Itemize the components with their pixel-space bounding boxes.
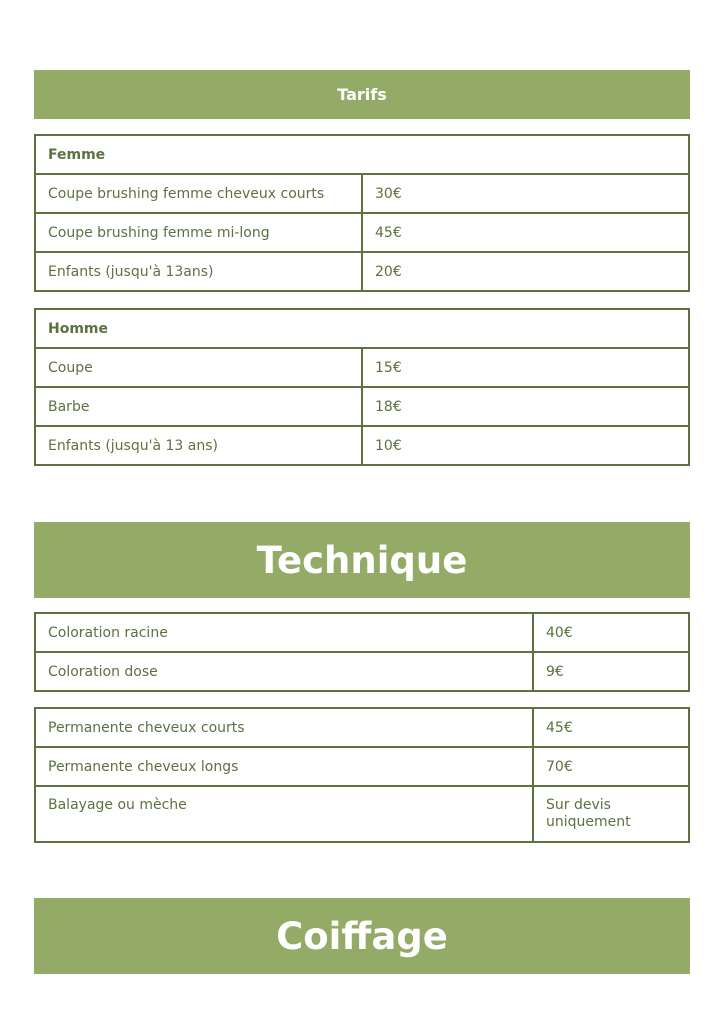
coiffage-banner: Coiffage [34, 898, 690, 974]
table-row [35, 652, 689, 691]
tarifs-banner: Tarifs [34, 70, 690, 119]
service-price: 45€ [533, 708, 689, 747]
table-row [35, 613, 689, 652]
technique-banner: Technique [34, 522, 690, 598]
service-price: 18€ [362, 387, 689, 426]
service-label: Enfants (jusqu'à 13 ans) [35, 426, 362, 465]
table-row [35, 426, 689, 465]
femme-price-table [34, 134, 690, 292]
service-price: Sur devis uniquement [533, 786, 689, 842]
table-row [35, 348, 689, 387]
service-price: 30€ [362, 174, 689, 213]
table-row [35, 252, 689, 291]
femme-section-title: Femme [35, 135, 689, 174]
table-header-row [35, 309, 689, 348]
coloration-price-table [34, 612, 690, 692]
table-row [35, 213, 689, 252]
service-label: Barbe [35, 387, 362, 426]
service-label: Coupe brushing femme cheveux courts [35, 174, 362, 213]
service-price: 10€ [362, 426, 689, 465]
service-price: 40€ [533, 613, 689, 652]
service-price: 45€ [362, 213, 689, 252]
service-label: Coloration dose [35, 652, 533, 691]
service-price: 20€ [362, 252, 689, 291]
service-label: Coloration racine [35, 613, 533, 652]
service-label: Balayage ou mèche [35, 786, 533, 842]
service-label: Coupe [35, 348, 362, 387]
table-row [35, 174, 689, 213]
service-label: Permanente cheveux courts [35, 708, 533, 747]
service-label: Permanente cheveux longs [35, 747, 533, 786]
table-row [35, 387, 689, 426]
service-label: Enfants (jusqu'à 13ans) [35, 252, 362, 291]
table-row [35, 786, 689, 842]
table-header-row [35, 135, 689, 174]
service-price: 15€ [362, 348, 689, 387]
service-label: Coupe brushing femme mi-long [35, 213, 362, 252]
table-row [35, 708, 689, 747]
homme-price-table [34, 308, 690, 466]
service-price: 9€ [533, 652, 689, 691]
homme-section-title: Homme [35, 309, 689, 348]
table-row [35, 747, 689, 786]
service-price: 70€ [533, 747, 689, 786]
permanente-price-table [34, 707, 690, 843]
